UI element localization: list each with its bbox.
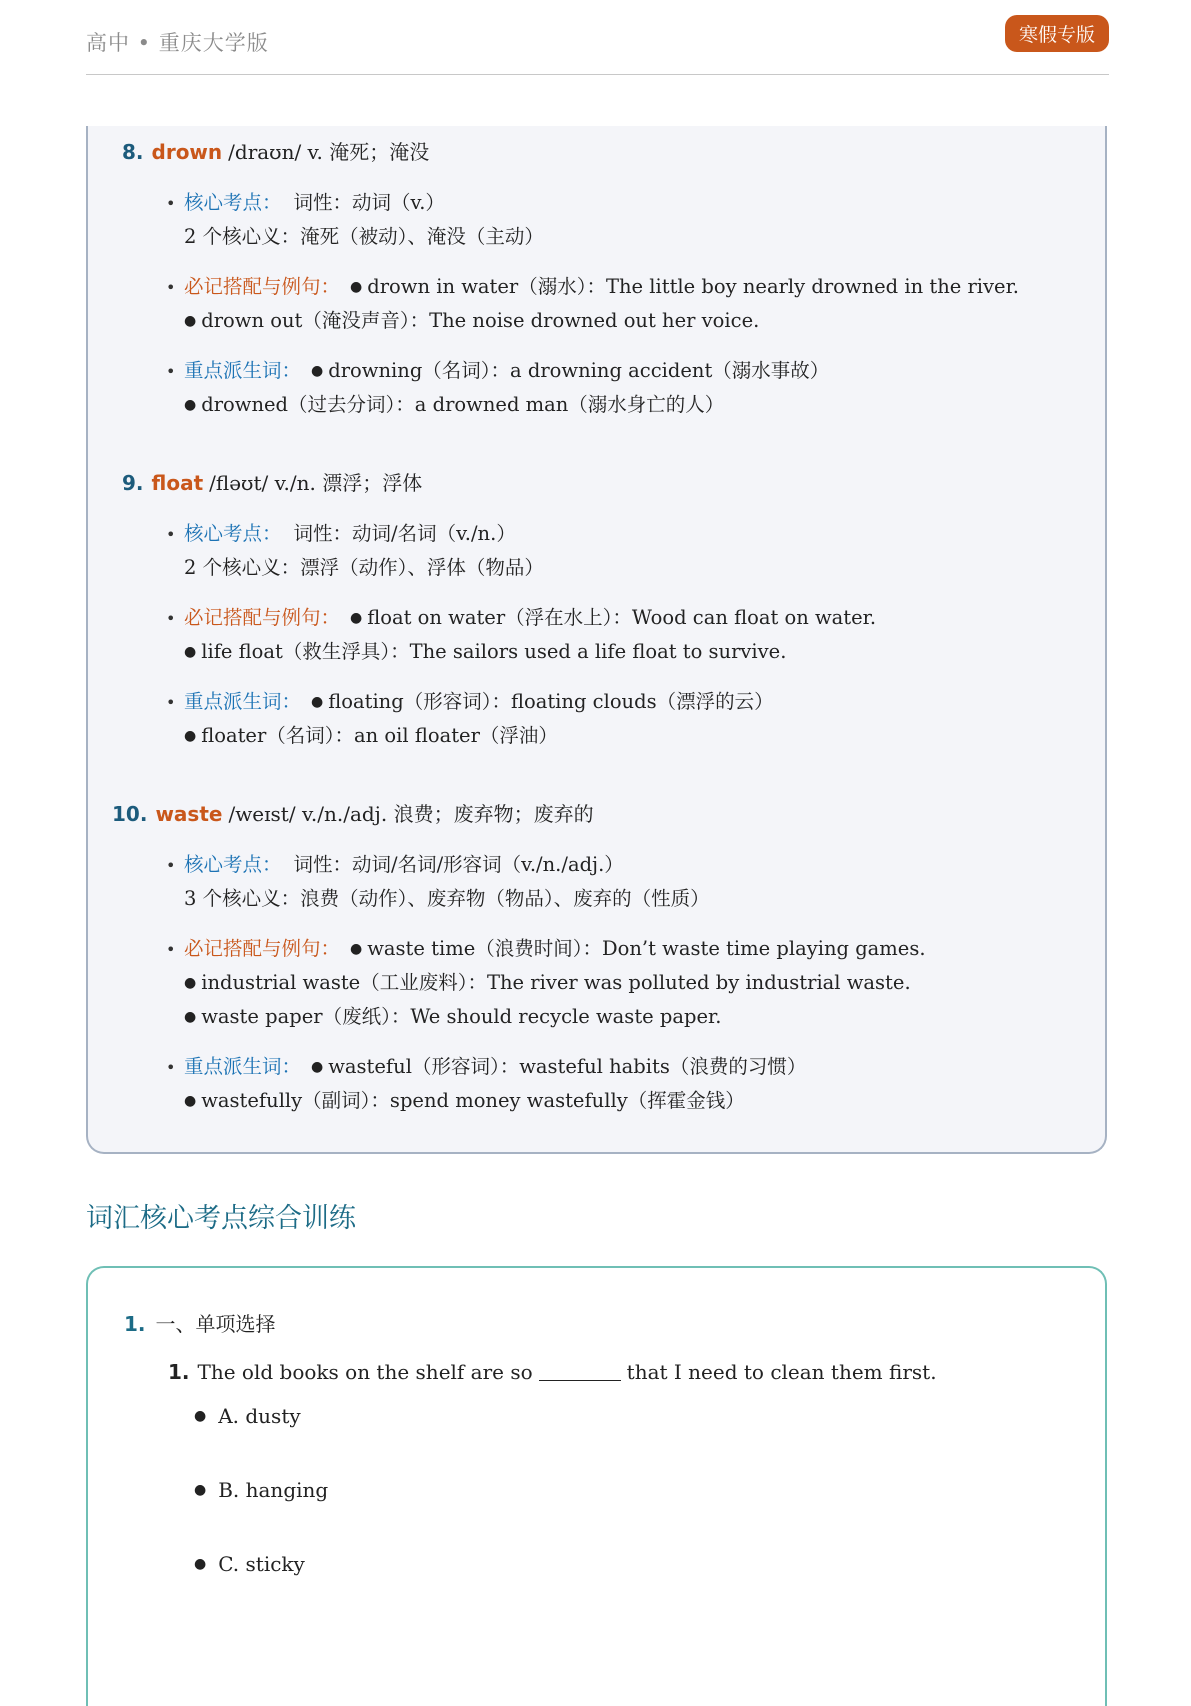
collocation-item: industrial waste（工业废料）：The river was polluted by industrial waste.: [201, 971, 911, 994]
collocation-label: 必记搭配与例句：: [184, 937, 341, 960]
collocation-item: waste time（浪费时间）：Don’t waste time playing games.: [367, 937, 926, 960]
collocation-line: • 必记搭配与例句： ● waste time（浪费时间）：Don’t waste time playing games.: [166, 937, 926, 960]
header-title: 高中 • 重庆大学版: [86, 31, 269, 55]
collocation-line: • 必记搭配与例句： ● drown in water（溺水）：The little boy nearly drowned in the river.: [166, 275, 1019, 298]
answer-blank: [539, 1380, 621, 1381]
derivative-item: drowning（名词）：a drowning accident（溺水事故）: [328, 359, 830, 382]
entry-definition: /draʊn/ v. 淹死；淹没: [228, 140, 430, 164]
derivative-label: 重点派生词：: [184, 690, 302, 713]
vocab-box: [86, 126, 1107, 1154]
bullet: •: [166, 856, 176, 875]
core-meaning: 3 个核心义：浪费（动作）、废弃物（物品）、废弃的（性质）: [184, 887, 710, 910]
core-text: 词性：动词/名词/形容词（v./n./adj.）: [293, 853, 624, 876]
collocation-line: ● industrial waste（工业废料）：The river was polluted by industrial waste.: [184, 971, 911, 994]
bullet: •: [166, 1058, 176, 1077]
collocation-item: life float（救生浮具）：The sailors used a life float to survive.: [201, 640, 787, 663]
core-point-line: [166, 518, 516, 546]
core-label: 核心考点：: [184, 191, 282, 214]
bullet: •: [166, 940, 176, 959]
core-point-line: [166, 849, 624, 877]
entry-headword: [122, 467, 422, 496]
entry-definition: /weɪst/ v./n./adj. 浪费；废弃物；废弃的: [228, 802, 594, 826]
header-divider: [86, 74, 1109, 75]
collocation-line: • 必记搭配与例句： ● float on water（浮在水上）：Wood can float on water.: [166, 606, 877, 629]
exercise-part-title: 一、单项选择: [155, 1312, 276, 1336]
entry-headword: [122, 136, 429, 165]
derivative-item: wastefully（副词）：spend money wastefully（挥霍金钱）: [201, 1089, 745, 1112]
derivative-line: • 重点派生词： ● wasteful（形容词）：wasteful habits（浪费的习惯）: [166, 1055, 807, 1078]
option-label: A. dusty: [218, 1404, 301, 1428]
derivative-label: 重点派生词：: [184, 1055, 302, 1078]
derivative-line: ● wastefully（副词）：spend money wastefully（挥霍金钱）: [184, 1089, 745, 1112]
exercise-box: [86, 1266, 1107, 1706]
option-c[interactable]: ● C. sticky: [194, 1552, 305, 1576]
derivative-item: floater（名词）：an oil floater（浮油）: [201, 724, 558, 747]
derivative-line: ● drowned（过去分词）：a drowned man（溺水身亡的人）: [184, 393, 725, 416]
bullet: •: [166, 609, 176, 628]
collocation-label: 必记搭配与例句：: [184, 606, 341, 629]
entry-number: 10.: [112, 802, 148, 826]
collocation-item: drown out（淹没声音）：The noise drowned out her voice.: [201, 309, 760, 332]
collocation-label: 必记搭配与例句：: [184, 275, 341, 298]
bullet: •: [166, 525, 176, 544]
derivative-label: 重点派生词：: [184, 359, 302, 382]
core-text: 词性：动词（v.）: [293, 191, 445, 214]
bullet: •: [166, 194, 176, 213]
question-text-before: The old books on the shelf are so: [197, 1360, 533, 1384]
question-text-after: that I need to clean them first.: [626, 1360, 937, 1384]
collocation-line: ● drown out（淹没声音）：The noise drowned out her voice.: [184, 309, 760, 332]
exercise-part-number: 1.: [124, 1312, 146, 1336]
derivative-item: floating（形容词）：floating clouds（漂浮的云）: [328, 690, 774, 713]
core-label: 核心考点：: [184, 522, 282, 545]
edition-badge: 寒假专版: [1005, 15, 1109, 52]
collocation-item: drown in water（溺水）：The little boy nearly drowned in the river.: [367, 275, 1019, 298]
core-meaning: 2 个核心义：漂浮（动作）、浮体（物品）: [184, 556, 544, 579]
entry-number: 9.: [122, 471, 144, 495]
collocation-line: ● life float（救生浮具）：The sailors used a life float to survive.: [184, 640, 787, 663]
core-meaning: 2 个核心义：淹死（被动）、淹没（主动）: [184, 225, 544, 248]
derivative-item: wasteful（形容词）：wasteful habits（浪费的习惯）: [328, 1055, 807, 1078]
section-title: 词汇核心考点综合训练: [86, 1203, 356, 1234]
question-number: 1.: [168, 1360, 190, 1384]
bullet: •: [166, 693, 176, 712]
question: [168, 1360, 937, 1384]
exercise-part-heading: [124, 1308, 276, 1337]
collocation-item: float on water（浮在水上）：Wood can float on water.: [367, 606, 877, 629]
entry-word: float: [151, 471, 204, 495]
option-a[interactable]: ● A. dusty: [194, 1404, 301, 1428]
option-b[interactable]: ● B. hanging: [194, 1478, 329, 1502]
entry-word: drown: [151, 140, 223, 164]
derivative-item: drowned（过去分词）：a drowned man（溺水身亡的人）: [201, 393, 725, 416]
collocation-line: ● waste paper（废纸）：We should recycle waste paper.: [184, 1005, 722, 1028]
option-label: C. sticky: [218, 1552, 305, 1576]
entry-word: waste: [155, 802, 223, 826]
core-point-line: [166, 187, 445, 215]
option-label: B. hanging: [218, 1478, 329, 1502]
entry-definition: /fləʊt/ v./n. 漂浮；浮体: [209, 471, 423, 495]
derivative-line: • 重点派生词： ● drowning（名词）：a drowning accident（溺水事故）: [166, 359, 830, 382]
collocation-item: waste paper（废纸）：We should recycle waste paper.: [201, 1005, 722, 1028]
bullet: •: [166, 362, 176, 381]
entry-number: 8.: [122, 140, 144, 164]
derivative-line: ● floater（名词）：an oil floater（浮油）: [184, 724, 558, 747]
entry-headword: [112, 798, 594, 827]
bullet: •: [166, 278, 176, 297]
core-label: 核心考点：: [184, 853, 282, 876]
derivative-line: • 重点派生词： ● floating（形容词）：floating clouds（漂浮的云）: [166, 690, 774, 713]
core-text: 词性：动词/名词（v./n.）: [293, 522, 516, 545]
